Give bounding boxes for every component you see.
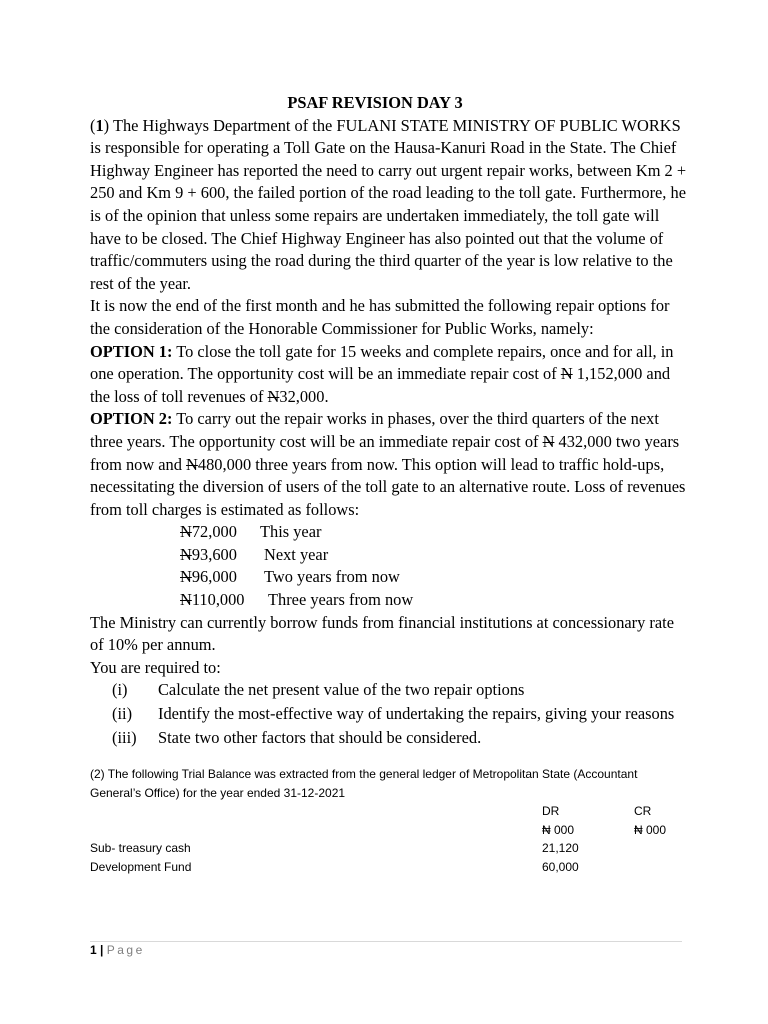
table-header-row: [90, 802, 690, 821]
row-label: Development Fund: [90, 859, 192, 874]
page-footer: [90, 943, 145, 957]
revenue-value: 72,000: [191, 522, 237, 542]
q1-borrowing-rate: The Ministry can currently borrow funds from financial institutions at concessionary rate of 10% per annum.: [90, 612, 674, 655]
revenue-loss-row: [90, 566, 690, 589]
naira-sign: N: [542, 431, 555, 451]
requirement-text: Identify the most-effective way of undertaking the repairs, giving your reasons: [158, 704, 675, 724]
column-header-dr: DR: [542, 804, 560, 819]
option-1-text-c: 32,000.: [279, 386, 329, 406]
q2-intro-text: The following Trial Balance was extracted from the general ledger of Metropolitan State (Accountant General’s Office) for the year ended 31-12-2021: [90, 767, 638, 800]
revenue-value: 93,600: [191, 544, 237, 564]
revenue-period: Next year: [264, 544, 329, 564]
option-2-text-b: 432,000 two years from now and: [90, 431, 680, 474]
requirement-number: (iii): [112, 727, 137, 747]
revenue-amount: [180, 521, 237, 544]
q2-number: (2): [90, 767, 105, 782]
option-1-text-b: 1,152,000 and the loss of toll revenues of: [90, 364, 671, 406]
naira-sign: N: [180, 590, 192, 610]
revenue-value: 110,000: [191, 590, 245, 610]
q1-number: 1: [95, 115, 104, 135]
requirement-text: Calculate the net present value of the two repair options: [158, 680, 525, 700]
requirement-item: [90, 703, 690, 726]
revenue-amount: [180, 589, 245, 612]
option-2-text-c: 480,000 three years from now. This option will lead to traffic hold-ups, necessitating the diversion of users of the toll gate to an alternative route. Loss of revenues from toll charges is estimated as follows:: [90, 454, 686, 519]
revenue-loss-row: [90, 589, 690, 612]
page-number: 1: [90, 943, 97, 957]
option-2-text-a: To carry out the repair works in phases, over the third quarters of the next three years. The opportunity cost will be an immediate repair cost of: [90, 409, 659, 451]
revenue-period: This year: [260, 522, 322, 542]
option-1-label: OPTION 1:: [90, 341, 173, 361]
document-page: [90, 92, 690, 876]
revenue-value: 96,000: [191, 567, 237, 587]
row-dr-value: 60,000: [542, 859, 579, 874]
option-2-label: OPTION 2:: [90, 409, 173, 429]
naira-sign: N: [180, 522, 192, 542]
naira-sign: N: [186, 454, 198, 474]
requirement-item: [90, 727, 690, 750]
naira-sign: N: [180, 544, 192, 564]
unit-dr: ₦ 000: [542, 822, 575, 837]
requirement-item: [90, 679, 690, 702]
q1-option-2: [90, 408, 690, 521]
requirements-list: [90, 679, 690, 749]
revenue-loss-row: [90, 544, 690, 567]
q1-number-open: (: [90, 115, 96, 135]
requirement-text: State two other factors that should be considered.: [158, 727, 482, 747]
table-unit-row: [90, 821, 690, 840]
revenue-period: Three years from now: [268, 590, 414, 610]
unit-cr: ₦ 000: [634, 822, 667, 837]
revenue-loss-row: [90, 521, 690, 544]
revenue-amount: [180, 566, 237, 589]
page-title: PSAF REVISION DAY 3: [287, 93, 463, 112]
q1-paragraph-options-intro: It is now the end of the first month and he has submitted the following repair options for the consideration of the Honorable Commissioner for Public Works, namely:: [90, 296, 670, 338]
q1-number-close: ): [103, 115, 110, 135]
requirement-number: (i): [112, 680, 128, 700]
footer-separator: |: [96, 943, 107, 957]
footer-divider: [90, 941, 682, 942]
row-dr-value: 21,120: [542, 841, 579, 856]
page-word: Page: [106, 943, 145, 957]
row-label: Sub- treasury cash: [90, 841, 191, 856]
q1-option-1: [90, 341, 690, 409]
table-row: [90, 858, 690, 877]
revenue-period: Two years from now: [264, 567, 400, 587]
trial-balance-table: [90, 802, 690, 876]
q1-intro: [90, 115, 690, 296]
naira-sign: N: [267, 386, 280, 406]
q1-intro-text: The Highways Department of the FULANI STATE MINISTRY OF PUBLIC WORKS is responsible for operating a Toll Gate on the Hausa-Kanuri Road in the State. The Chief Highway Engineer has reported the need to carry out urgent repair works, between Km 2 + 250 and Km 9 + 600, the failed portion of the road leading to the toll gate. Furthermore, he is of the opinion that unless some repairs are undertaken immediately, the toll gate will have to be closed. The Chief Highway Engineer has also pointed out that the volume of traffic/commuters using the road during the third quarter of the year is low relative to the rest of the year.: [90, 115, 687, 293]
revenue-loss-list: [90, 521, 690, 611]
table-row: [90, 839, 690, 858]
q2-intro: [90, 765, 660, 802]
naira-sign: N: [560, 364, 573, 384]
column-header-cr: CR: [634, 804, 652, 819]
requirement-number: (ii): [112, 704, 133, 724]
option-1-text-a: To close the toll gate for 15 weeks and complete repairs, once and for all, in one operation. The opportunity cost will be an immediate repair cost of: [90, 341, 674, 384]
q1-required-heading: You are required to:: [90, 657, 221, 677]
revenue-amount: [180, 544, 237, 567]
naira-sign: N: [180, 567, 192, 587]
